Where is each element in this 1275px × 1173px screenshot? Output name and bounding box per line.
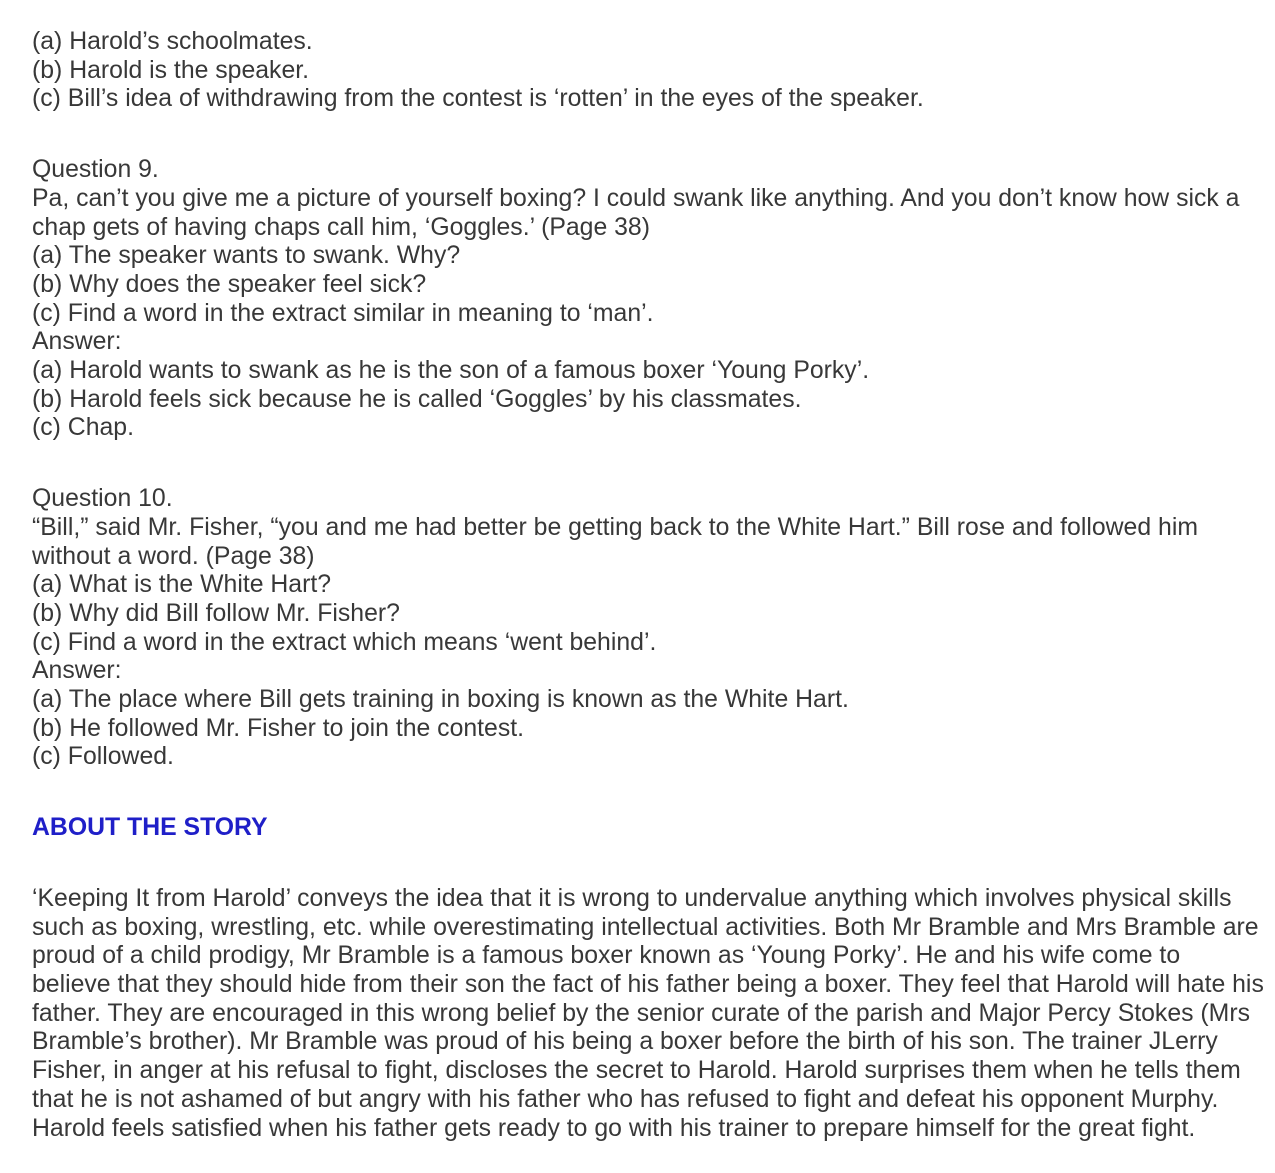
- text-line: (b) Harold feels sick because he is called ‘Goggles’ by his classmates.: [32, 385, 802, 413]
- text-line: (c) Bill’s idea of withdrawing from the contest is ‘rotten’ in the eyes of the speaker.: [32, 85, 924, 113]
- text-line: (b) Why does the speaker feel sick?: [32, 270, 427, 298]
- text-line: (a) What is the White Hart?: [32, 571, 332, 599]
- text-line: Answer:: [32, 328, 122, 356]
- text-line: (a) Harold wants to swank as he is the son of a famous boxer ‘Young Porky’.: [32, 357, 870, 385]
- text-line: Question 10.: [32, 485, 173, 513]
- text-line: Pa, can’t you give me a picture of yourself boxing? I could swank like anything. And you don’t know how sick a: [32, 184, 1240, 212]
- text-line: (b) Harold is the speaker.: [32, 56, 310, 84]
- text-line: believe that they should hide from their son the fact of his father being a boxer. They feel that Harold will hate his: [32, 970, 1264, 998]
- text-line: (a) The speaker wants to swank. Why?: [32, 242, 461, 270]
- text-line: father. They are encouraged in this wrong belief by the senior curate of the parish and Major Percy Stokes (Mrs: [32, 999, 1250, 1027]
- text-line: (a) The place where Bill gets training in boxing is known as the White Hart.: [32, 686, 849, 714]
- text-line: chap gets of having chaps call him, ‘Goggles.’ (Page 38): [32, 213, 650, 241]
- text-line: (c) Find a word in the extract similar in meaning to ‘man’.: [32, 299, 654, 327]
- text-line: such as boxing, wrestling, etc. while overestimating intellectual activities. Both Mr Bramble and Mrs Bramble are: [32, 913, 1259, 941]
- text-line: (c) Find a word in the extract which means ‘went behind’.: [32, 628, 657, 656]
- text-line: ‘Keeping It from Harold’ conveys the idea that it is wrong to undervalue anything which involves physical skills: [32, 884, 1232, 912]
- question8-answer-block: [32, 28, 1265, 114]
- text-line: proud of a child prodigy, Mr Bramble is a famous boxer known as ‘Young Porky’. He and his wife come to: [32, 942, 1181, 970]
- question10-block: [32, 485, 1265, 772]
- text-line: (b) Why did Bill follow Mr. Fisher?: [32, 599, 400, 627]
- text-line: (a) Harold’s schoolmates.: [32, 28, 313, 55]
- text-line: Fisher, in anger at his refusal to fight, discloses the secret to Harold. Harold surprises them when he tells them: [32, 1057, 1241, 1085]
- text-line: Answer:: [32, 657, 122, 685]
- text-line: (c) Chap.: [32, 414, 134, 442]
- about-the-story-heading: ABOUT THE STORY: [32, 814, 268, 842]
- text-line: Harold feels satisfied when his father gets ready to go with his trainer to prepare himself for the great fight.: [32, 1114, 1196, 1142]
- text-line: without a word. (Page 38): [32, 542, 315, 570]
- text-line: that he is not ashamed of but angry with his father who has refused to fight and defeat his opponent Murphy.: [32, 1085, 1219, 1113]
- text-line: Question 9.: [32, 156, 159, 184]
- text-line: “Bill,” said Mr. Fisher, “you and me had better be getting back to the White Hart.” Bill rose and followed him: [32, 513, 1198, 541]
- text-line: Bramble’s brother). Mr Bramble was proud of his being a boxer before the birth of his son. The trainer JLerry: [32, 1028, 1218, 1056]
- question9-block: [32, 156, 1265, 443]
- text-line: (b) He followed Mr. Fisher to join the contest.: [32, 714, 525, 742]
- about-story-paragraph: [32, 885, 1265, 1143]
- text-line: (c) Followed.: [32, 743, 174, 771]
